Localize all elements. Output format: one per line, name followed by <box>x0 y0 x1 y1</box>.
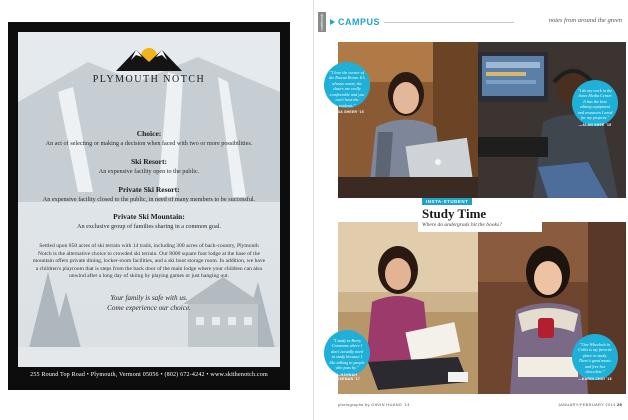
photo-credit: photographs by GAVIN HUANG '14 <box>338 402 410 407</box>
plymouth-notch-logo <box>18 44 280 85</box>
feature-subtitle: Where do undergrads hit the books? <box>422 222 502 228</box>
section-header <box>314 12 628 32</box>
ad-panel <box>18 32 280 367</box>
tagline-line-1: Your family is safe with us. <box>110 293 188 302</box>
ad-tagline <box>18 293 280 314</box>
quote-text: "I love the corner of the Rowan Room. It's always warm, the chairs are really comfortable and you can't hear the students." <box>329 70 365 108</box>
quote-text: "I do my work in the Jones Media Center. It has the best editing equipment and resources I need for my projects." <box>577 88 613 121</box>
quote-attribution: —KARIN CHOI '16 <box>578 376 612 381</box>
quote-bubble <box>572 334 618 380</box>
definition-text: An exclusive group of families sharing in a common goal. <box>77 223 221 231</box>
quote-attribution: —ALAN SHEE '15 <box>578 122 612 127</box>
mountain-sun-logo-icon <box>114 44 184 72</box>
feature-title: Study Time <box>422 206 487 221</box>
quote-text: "One Wheelock in Collis is my favorite place to study. There's good music and free hot chocolate." <box>578 342 612 375</box>
definition-term: Ski Resort: <box>130 156 168 166</box>
quote-attribution: —HANNAH ROSEMAN '17 <box>333 372 361 382</box>
right-page <box>314 0 628 420</box>
definition-term: Private Ski Mountain: <box>113 212 185 222</box>
section-vertical-label: notebook <box>319 14 324 31</box>
feature-title-block <box>418 198 542 232</box>
plymouth-notch-ad <box>8 22 290 390</box>
quote-bubble <box>572 80 618 126</box>
ad-copy <box>18 120 280 314</box>
definition-text: An act of selecting or making a decision when faced with two or more possibilities. <box>45 140 253 147</box>
section-name: CAMPUS <box>338 17 381 27</box>
definition-text: An expensive facility closed to the public, in need of many members to be successful. <box>42 195 256 203</box>
definition-text: An expensive facility open to the public. <box>98 167 200 175</box>
brand-name: PLYMOUTH NOTCH <box>92 74 206 85</box>
section-tagline: notes from around the green <box>548 17 622 24</box>
definition-term: Private Ski Resort: <box>118 184 180 194</box>
definition-ski-resort <box>18 157 280 176</box>
quote-attribution: —RISA SHEER '15 <box>329 110 364 115</box>
definition-private-ski-mountain <box>18 212 280 231</box>
tagline-line-2: Come experience our choice. <box>107 304 191 313</box>
definition-choice <box>18 129 280 148</box>
arrow-right-icon <box>330 19 335 25</box>
page-folio <box>558 402 622 407</box>
header-rule <box>384 22 514 23</box>
ad-body-copy: Settled upon 850 acres of ski terrain with 14 trails, including 300 acres of back-country, Plymouth Notch is the alternative choice to crowded ski terrain. Our 8000 square foot lodge at the base of the mountain offers private dining, locker-room facilities, and a ski boot storage room. In addition, we have a children's playroom that is steps from the back door of the main lodge where your children can also unwind after a long day of skiing by playing games or just hanging out. <box>32 243 266 280</box>
quote-bubble <box>324 62 370 115</box>
definition-term: Choice: <box>136 129 162 138</box>
feature-badge: INSTA-STUDENT <box>422 198 472 205</box>
ad-contact-footer: 255 Round Top Road • Plymouth, Vermont 05056 • (802) 672-4242 • www.skithenotch.com <box>30 372 268 378</box>
quote-bubble <box>324 330 370 382</box>
definition-private-ski-resort <box>18 185 280 204</box>
folio-date: JANUARY/FEBRUARY 2014 <box>557 402 616 407</box>
quote-text: "I study in Berry Commons where I don't actually need to study because I like talking to people who pass by." <box>329 338 365 371</box>
page-number: 25 <box>616 402 622 407</box>
